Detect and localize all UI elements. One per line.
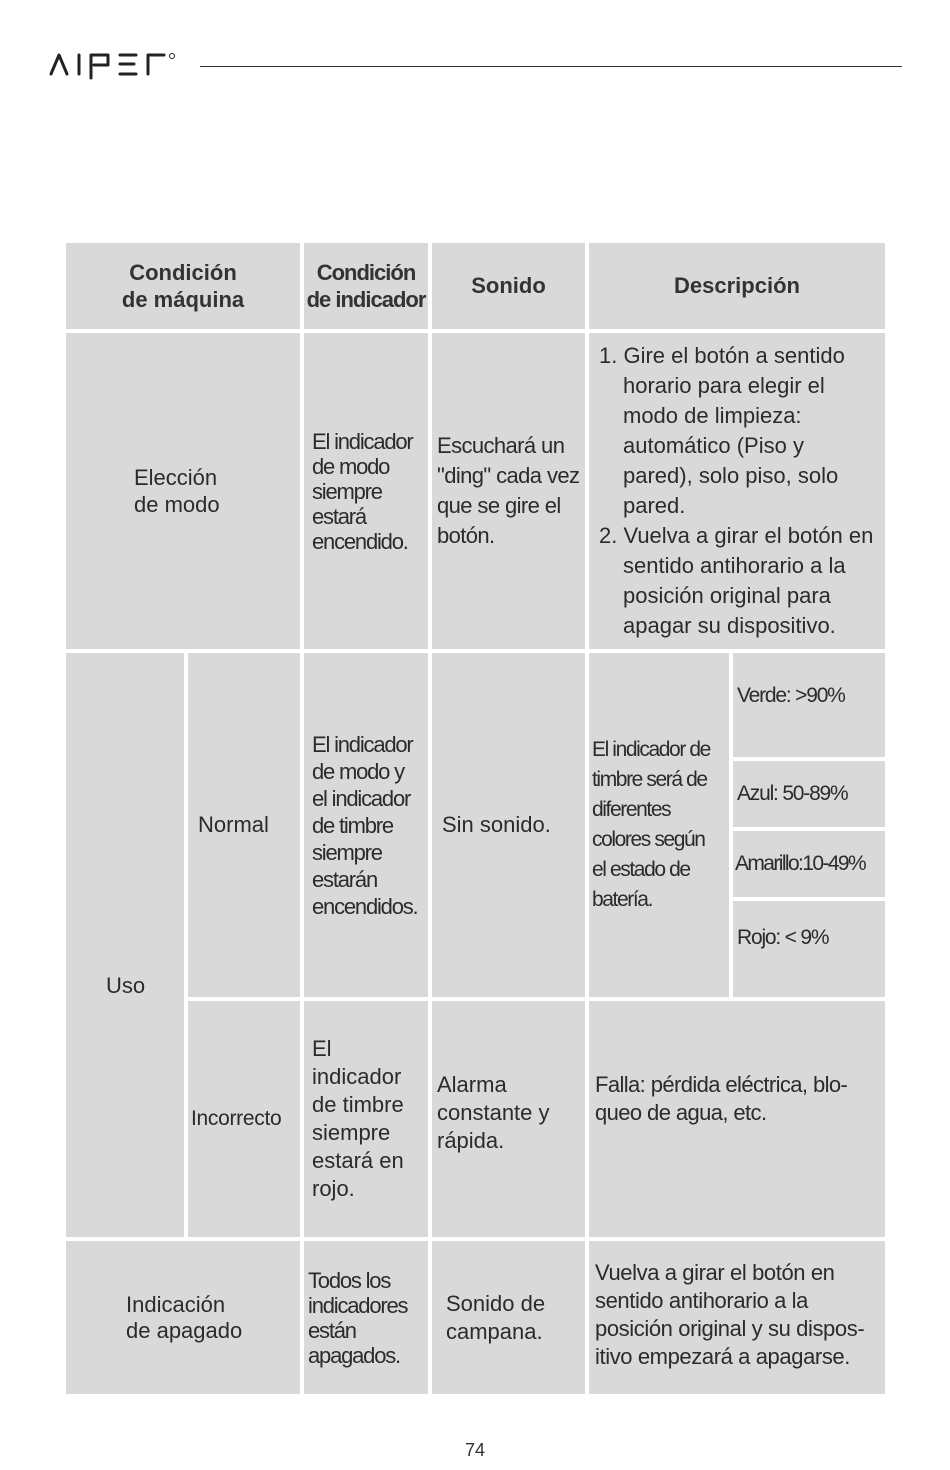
- mode-selection-sound: Escuchará un "ding" cada vez que se gire el botón.: [432, 333, 585, 649]
- page-header: [0, 0, 950, 100]
- mode-selection-description: [589, 333, 885, 649]
- page-number: 74: [464, 1440, 486, 1460]
- header-sound: Sonido: [432, 243, 585, 329]
- mode-selection-indicator: El indicador de modo siempre estará encendido.: [304, 333, 428, 649]
- use-incorrect-sound: Alarma constante y rápida.: [432, 1001, 585, 1237]
- battery-level-green: Verde: >90%: [733, 653, 885, 757]
- mode-step-1: 1. Gire el botón a sentido horario para elegir el modo de limpieza: automático (Piso y pared), solo piso, solo pared.: [599, 343, 845, 518]
- battery-level-yellow: Amarillo:10-49%: [733, 831, 885, 897]
- mode-selection-steps: [599, 341, 875, 641]
- mode-selection-machine: Elección de modo: [66, 333, 300, 649]
- power-off-description: Vuelva a girar el botón en sentido antihorario a la posición original y su dispos- itivo empezará a apagarse.: [589, 1241, 885, 1394]
- use-normal-sound: Sin sonido.: [432, 653, 585, 997]
- header-indicator-condition: Condición de indicador: [304, 243, 428, 329]
- battery-level-blue: Azul: 50-89%: [733, 761, 885, 827]
- header-rule: [200, 66, 902, 67]
- use-normal-indicator: El indicador de modo y el indicador de timbre siempre estarán encendidos.: [304, 653, 428, 997]
- use-normal-label: Normal: [188, 653, 300, 997]
- power-off-indicator: Todos los indicadores están apagados.: [304, 1241, 428, 1394]
- header-machine-condition: Condición de máquina: [66, 243, 300, 329]
- header-description: Descripción: [589, 243, 885, 329]
- power-off-sound: Sonido de campana.: [432, 1241, 585, 1394]
- mode-step-2: 2. Vuelva a girar el botón en sentido antihorario a la posición original para apagar su dispositivo.: [599, 523, 874, 638]
- aiper-logo: [48, 48, 188, 84]
- aiper-logo-icon: [48, 48, 188, 84]
- use-machine: Uso: [66, 653, 184, 1237]
- battery-level-red: Rojo: < 9%: [733, 901, 885, 997]
- use-incorrect-label: Incorrecto: [188, 1001, 300, 1237]
- use-incorrect-indicator: El indicador de timbre siempre estará en rojo.: [304, 1001, 428, 1237]
- power-off-machine: Indicación de apagado: [66, 1241, 300, 1394]
- use-normal-description: El indicador de timbre será de diferentes colores según el estado de batería.: [589, 653, 729, 997]
- use-incorrect-description: Falla: pérdida eléctrica, blo- queo de agua, etc.: [589, 1001, 885, 1237]
- status-table: [66, 243, 885, 1394]
